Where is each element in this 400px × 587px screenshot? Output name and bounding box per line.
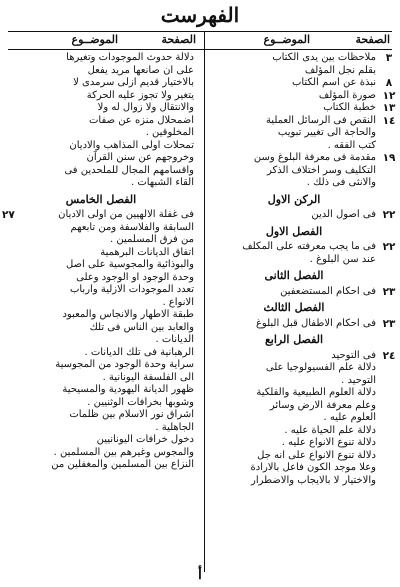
entry-line: والحاجة الى تغيير تبويب: [277, 127, 376, 138]
entry-line: فى احكام المستضعفين: [280, 285, 376, 297]
page-number: ٣: [385, 52, 393, 64]
entry-line: دلالة علم الفسيولوجيا على: [265, 362, 376, 373]
index-entry: [196, 425, 392, 438]
entry-line: الديانات .: [155, 334, 194, 345]
section-heading: [196, 270, 392, 283]
entry-line: وخروجهم عن سنن القرآن: [86, 152, 194, 163]
entry-line: الى الفلسفة اليونانية .: [102, 371, 194, 383]
entry-line: فى اصول الدين: [311, 209, 376, 220]
entry-line: صورة المؤلف: [318, 89, 376, 101]
section-heading: [196, 302, 392, 315]
index-entry: [196, 450, 392, 488]
entry-line: وحدة الوجود او الوجود وعلى: [76, 271, 194, 283]
entry-line: والانتقال ولا زوال له ولا: [97, 102, 194, 113]
index-entry: [196, 317, 396, 331]
entry-line: وعلا موجد الكون فاعل بالارادة: [250, 462, 376, 473]
entry-line: والانثى فى ذلك .: [306, 177, 376, 188]
page-number: ٢٢: [382, 241, 396, 253]
section-heading-text: الفصل الثانى: [264, 269, 324, 282]
entry-line: واقسامهم المجال للملحدين فى: [64, 164, 194, 176]
entry-line: القاء الشبهات .: [130, 177, 194, 188]
entry-line: والمجوس وغيرهم بين المسلمين .: [53, 446, 194, 458]
entry-line: من فرق المسلمين .: [110, 234, 194, 245]
entry-line: مقدمة فى معرفة البلوغ وسن: [253, 152, 376, 163]
entry-line: كتب الفقه .: [327, 139, 376, 151]
entry-line: والبوذائية والمجوسية على اصل: [65, 259, 194, 270]
index-entry: [8, 459, 194, 472]
entry-line: العلوم عليه .: [323, 412, 376, 423]
entry-line: وعلم معرفة الارض وسائر: [269, 399, 376, 411]
entry-line: فى التوحيد: [331, 349, 376, 361]
index-entry: [8, 247, 194, 310]
index-entry: [196, 241, 396, 266]
entry-line: بقلم نجل المؤلف: [304, 64, 376, 76]
entry-line: دلالة العلوم الطبيعية والفلكية: [256, 387, 376, 398]
entry-line: نبذة عن اسم الكتاب: [291, 77, 376, 88]
entry-line: عند سن البلوغ .: [309, 253, 376, 265]
header-top-rule: [8, 31, 392, 32]
entry-line: والعابد بين الناس فى تلك: [89, 321, 194, 333]
index-entry: [8, 434, 194, 459]
entry-line: تمحلات اولى المذاهب والاديان: [69, 139, 194, 151]
entry-line: فى احكام الاطفال قبل البلوغ: [255, 317, 376, 329]
page-number: ٨: [385, 77, 393, 89]
index-entry: [8, 347, 194, 360]
section-heading-text: الفصل الاول: [265, 224, 323, 238]
section-heading-text: الركن الاول: [267, 192, 321, 206]
entry-line: فى غفلة الالهيين من اولى الاديان: [58, 209, 194, 220]
index-entry: [8, 140, 194, 190]
entry-line: المخلوقين .: [145, 127, 194, 138]
index-entry: [196, 387, 392, 425]
page-number: ١٤: [382, 114, 396, 127]
index-entry: [196, 152, 396, 190]
entry-line: الجاهلية .: [155, 421, 194, 433]
index-entry: [196, 114, 396, 153]
index-entry: [196, 77, 392, 90]
entry-line: سراية وحدة الوجود من المجوسية: [55, 359, 194, 370]
left-subject-header: الموضــوع: [71, 33, 118, 46]
entry-line: الانواع .: [162, 296, 194, 308]
entry-line: اشراق نور الاسلام بين ظلمات: [69, 409, 194, 420]
entry-line: فى ما يجب معرفته على المكلف: [242, 241, 376, 252]
index-entry: [8, 409, 194, 434]
entry-line: السابقة والفلاسفة ومن تابعهم: [70, 221, 194, 233]
folio-letter: أ: [198, 567, 202, 583]
index-entry: [196, 52, 392, 77]
page-number: ٢٢: [382, 209, 396, 221]
section-heading: [196, 194, 392, 207]
entry-line: ظهور الديانة اليهودية والمسيحية: [62, 384, 194, 395]
entry-line: وشوبها بخرافات الوثنيين .: [87, 396, 194, 408]
entry-line: التكليف وسر اختلاف الذكر: [267, 164, 376, 176]
index-entry: [8, 359, 194, 384]
entry-line: الرهبانية فى تلك الديانات .: [84, 346, 194, 358]
page-number: ٢٣: [382, 285, 396, 298]
entry-line: النزاع بين المسلمين والمغفلين من: [51, 459, 194, 470]
entry-line: اتفاق الديانات البرهمية: [100, 246, 194, 258]
entry-line: طبقة الاطهار والانجاس والمعبود: [62, 309, 194, 320]
entry-line: التوحيد .: [341, 374, 376, 386]
right-page-header: الصفحة: [355, 33, 390, 46]
index-entry: [196, 209, 396, 222]
page-number: ١٩: [382, 152, 396, 164]
entry-line: خطبة الكتاب: [323, 102, 376, 113]
index-entry: [8, 309, 194, 347]
entry-line: دلالة تنوع الانواع على انه جل: [257, 449, 376, 461]
section-heading-text: الفصل الثالث: [263, 301, 325, 314]
index-entry: [196, 362, 392, 387]
entry-line: دلالة حدوث الموجودات وتغيرها: [66, 52, 194, 63]
index-entry: [196, 102, 396, 115]
section-heading: [8, 194, 194, 207]
header-bottom-rule: [8, 49, 392, 50]
entry-line: يتغير ولا تجوز عليه الحركة: [86, 89, 194, 101]
right-column: [196, 52, 396, 487]
right-subject-header: الموضــوع: [263, 33, 310, 46]
index-entry: [8, 52, 194, 140]
section-heading-text: الفصل الرابع: [264, 333, 324, 346]
entry-line: اضمحلال منزه عن صفات: [89, 114, 194, 126]
entry-line: ملاحظات بين يدى الكتاب: [272, 52, 376, 63]
index-entry: [196, 437, 392, 450]
entry-line: والاختيار لا بالايجاب والاضطرار: [250, 474, 376, 486]
entry-line: دلالة علم الحياة عليه .: [284, 424, 376, 436]
entry-line: بالاختيار قديم ازلى سرمدى لا: [73, 77, 194, 88]
entry-line: النقص فى الرسائل العملية: [265, 114, 376, 126]
left-page-header: الصفحة: [161, 33, 196, 46]
page-number: ١٣: [382, 102, 396, 114]
page-number: ٢٤: [382, 349, 396, 362]
section-heading: [196, 226, 392, 239]
index-entry: [8, 384, 194, 409]
section-heading-text: الفصل الخامس: [65, 192, 137, 206]
entry-line: تعدد الموجودات الازلية وارباب: [69, 284, 194, 295]
page-number: ١٢: [382, 89, 396, 102]
page-title: الفهرست: [160, 3, 240, 27]
page-number: ٢٧: [2, 209, 15, 221]
index-entry: [2, 209, 194, 247]
entry-line: دلالة تنوع الانواع عليه .: [281, 437, 376, 448]
index-entry: [196, 89, 396, 103]
index-entry: [196, 285, 396, 299]
index-entry: [196, 349, 396, 363]
entry-line: دخول خرافات اليونانيين: [96, 434, 194, 445]
section-heading: [196, 334, 392, 347]
page-number: ٢٣: [382, 317, 396, 330]
entry-line: على ان صانعها مريد يفعل: [87, 64, 194, 76]
left-column: [2, 52, 194, 472]
